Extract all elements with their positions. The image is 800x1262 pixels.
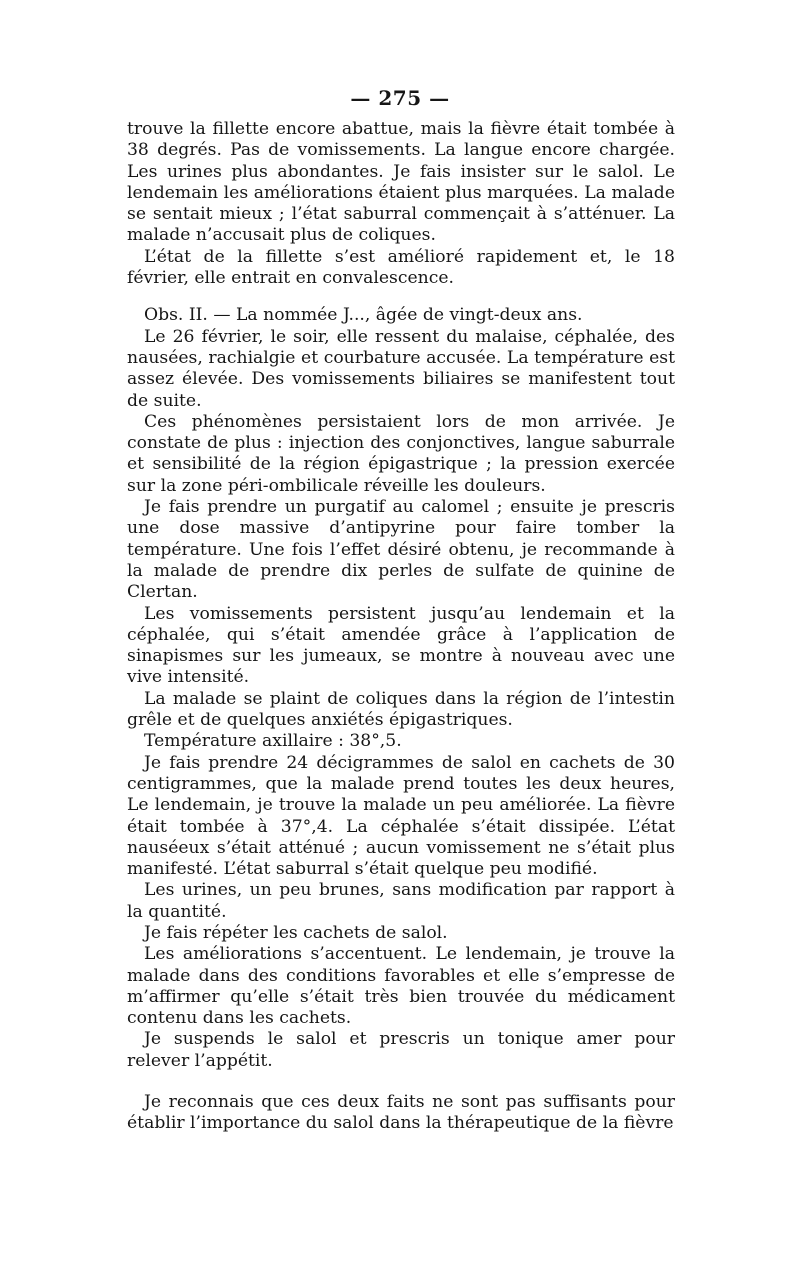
paragraph-improvement: Les améliorations s’accentuent. Le lendemain, je trouve la malade dans des conditions favorables et elle s’empresse de m’affirmer qu’elle s’était très bien trouvée du médicament contenu dans les cachets. [127, 944, 675, 1029]
paragraph-phenomena: Ces phénomènes persistaient lors de mon arrivée. Je constate de plus : injection des conjonctives, langue saburrale et sensibilité de la région épigastrique ; la pression exercée sur la zone péri-ombilicale réveille les douleurs. [127, 411, 675, 496]
paragraph-convalescence: L’état de la fillette s’est amélioré rapidement et, le 18 février, elle entrait en convalescence. [127, 246, 675, 289]
paragraph-purgative: Je fais prendre un purgatif au calomel ; ensuite je prescris une dose massive d’antipyrine pour faire tomber la température. Une fois l’effet désiré obtenu, je recommande à la malade de prendre dix perles de sulfate de quinine de Clertan. [127, 497, 675, 603]
page-body [127, 119, 675, 1135]
paragraph-vomiting: Les vomissements persistent jusqu’au lendemain et la céphalée, qui s’était amendée grâce à l’application de sinapismes sur les jumeaux, se montre à nouveau avec une vive intensité. [127, 603, 675, 688]
paragraph-conclusion: Je reconnais que ces deux faits ne sont pas suffisants pour établir l’importance du salol dans la thérapeutique de la fièvre [127, 1092, 675, 1134]
paragraph-salol-dose: Je fais prendre 24 décigrammes de salol en cachets de 30 centigrammes, que la malade prend toutes les deux heures, Le lendemain, je trouve la malade un peu améliorée. La fièvre était tombée à 37°,4. La céphalée s’était dissipée. L’état nauséeux s’était atténué ; aucun vomissement ne s’était plus manifesté. L’état saburral s’était quelque peu modifié. [127, 752, 675, 880]
paragraph-colic: La malade se plaint de coliques dans la région de l’intestin grêle et de quelques anxiétés épigastriques. [127, 688, 675, 731]
paragraph-suspend: Je suspends le salol et prescris un tonique amer pour relever l’appétit. [127, 1029, 675, 1071]
paragraph-continuation: trouve la fillette encore abattue, mais la fièvre était tombée à 38 degrés. Pas de vomissements. La langue encore chargée. Les urines plus abondantes. Je fais insister sur le salol. Le lendemain les améliorations étaient plus marquées. La malade se sentait mieux ; l’état saburral commençait à s’atténuer. La malade n’accusait plus de coliques. [127, 119, 675, 246]
observation-heading: Obs. II. — La nommée J..., âgée de vingt-deux ans. [144, 305, 583, 326]
paragraph-symptoms: Le 26 février, le soir, elle ressent du malaise, céphalée, des nausées, rachialgie et courbature accusée. La température est assez élevée. Des vomissements biliaires se manifestent tout de suite. [127, 326, 675, 411]
paragraph-urine: Les urines, un peu brunes, sans modification par rapport à la quantité. [127, 880, 675, 922]
paragraph-repeat: Je fais répéter les cachets de salol. [144, 922, 448, 943]
paragraph-temperature: Température axillaire : 38°,5. [144, 731, 402, 752]
page-number: — 275 — [350, 86, 450, 110]
